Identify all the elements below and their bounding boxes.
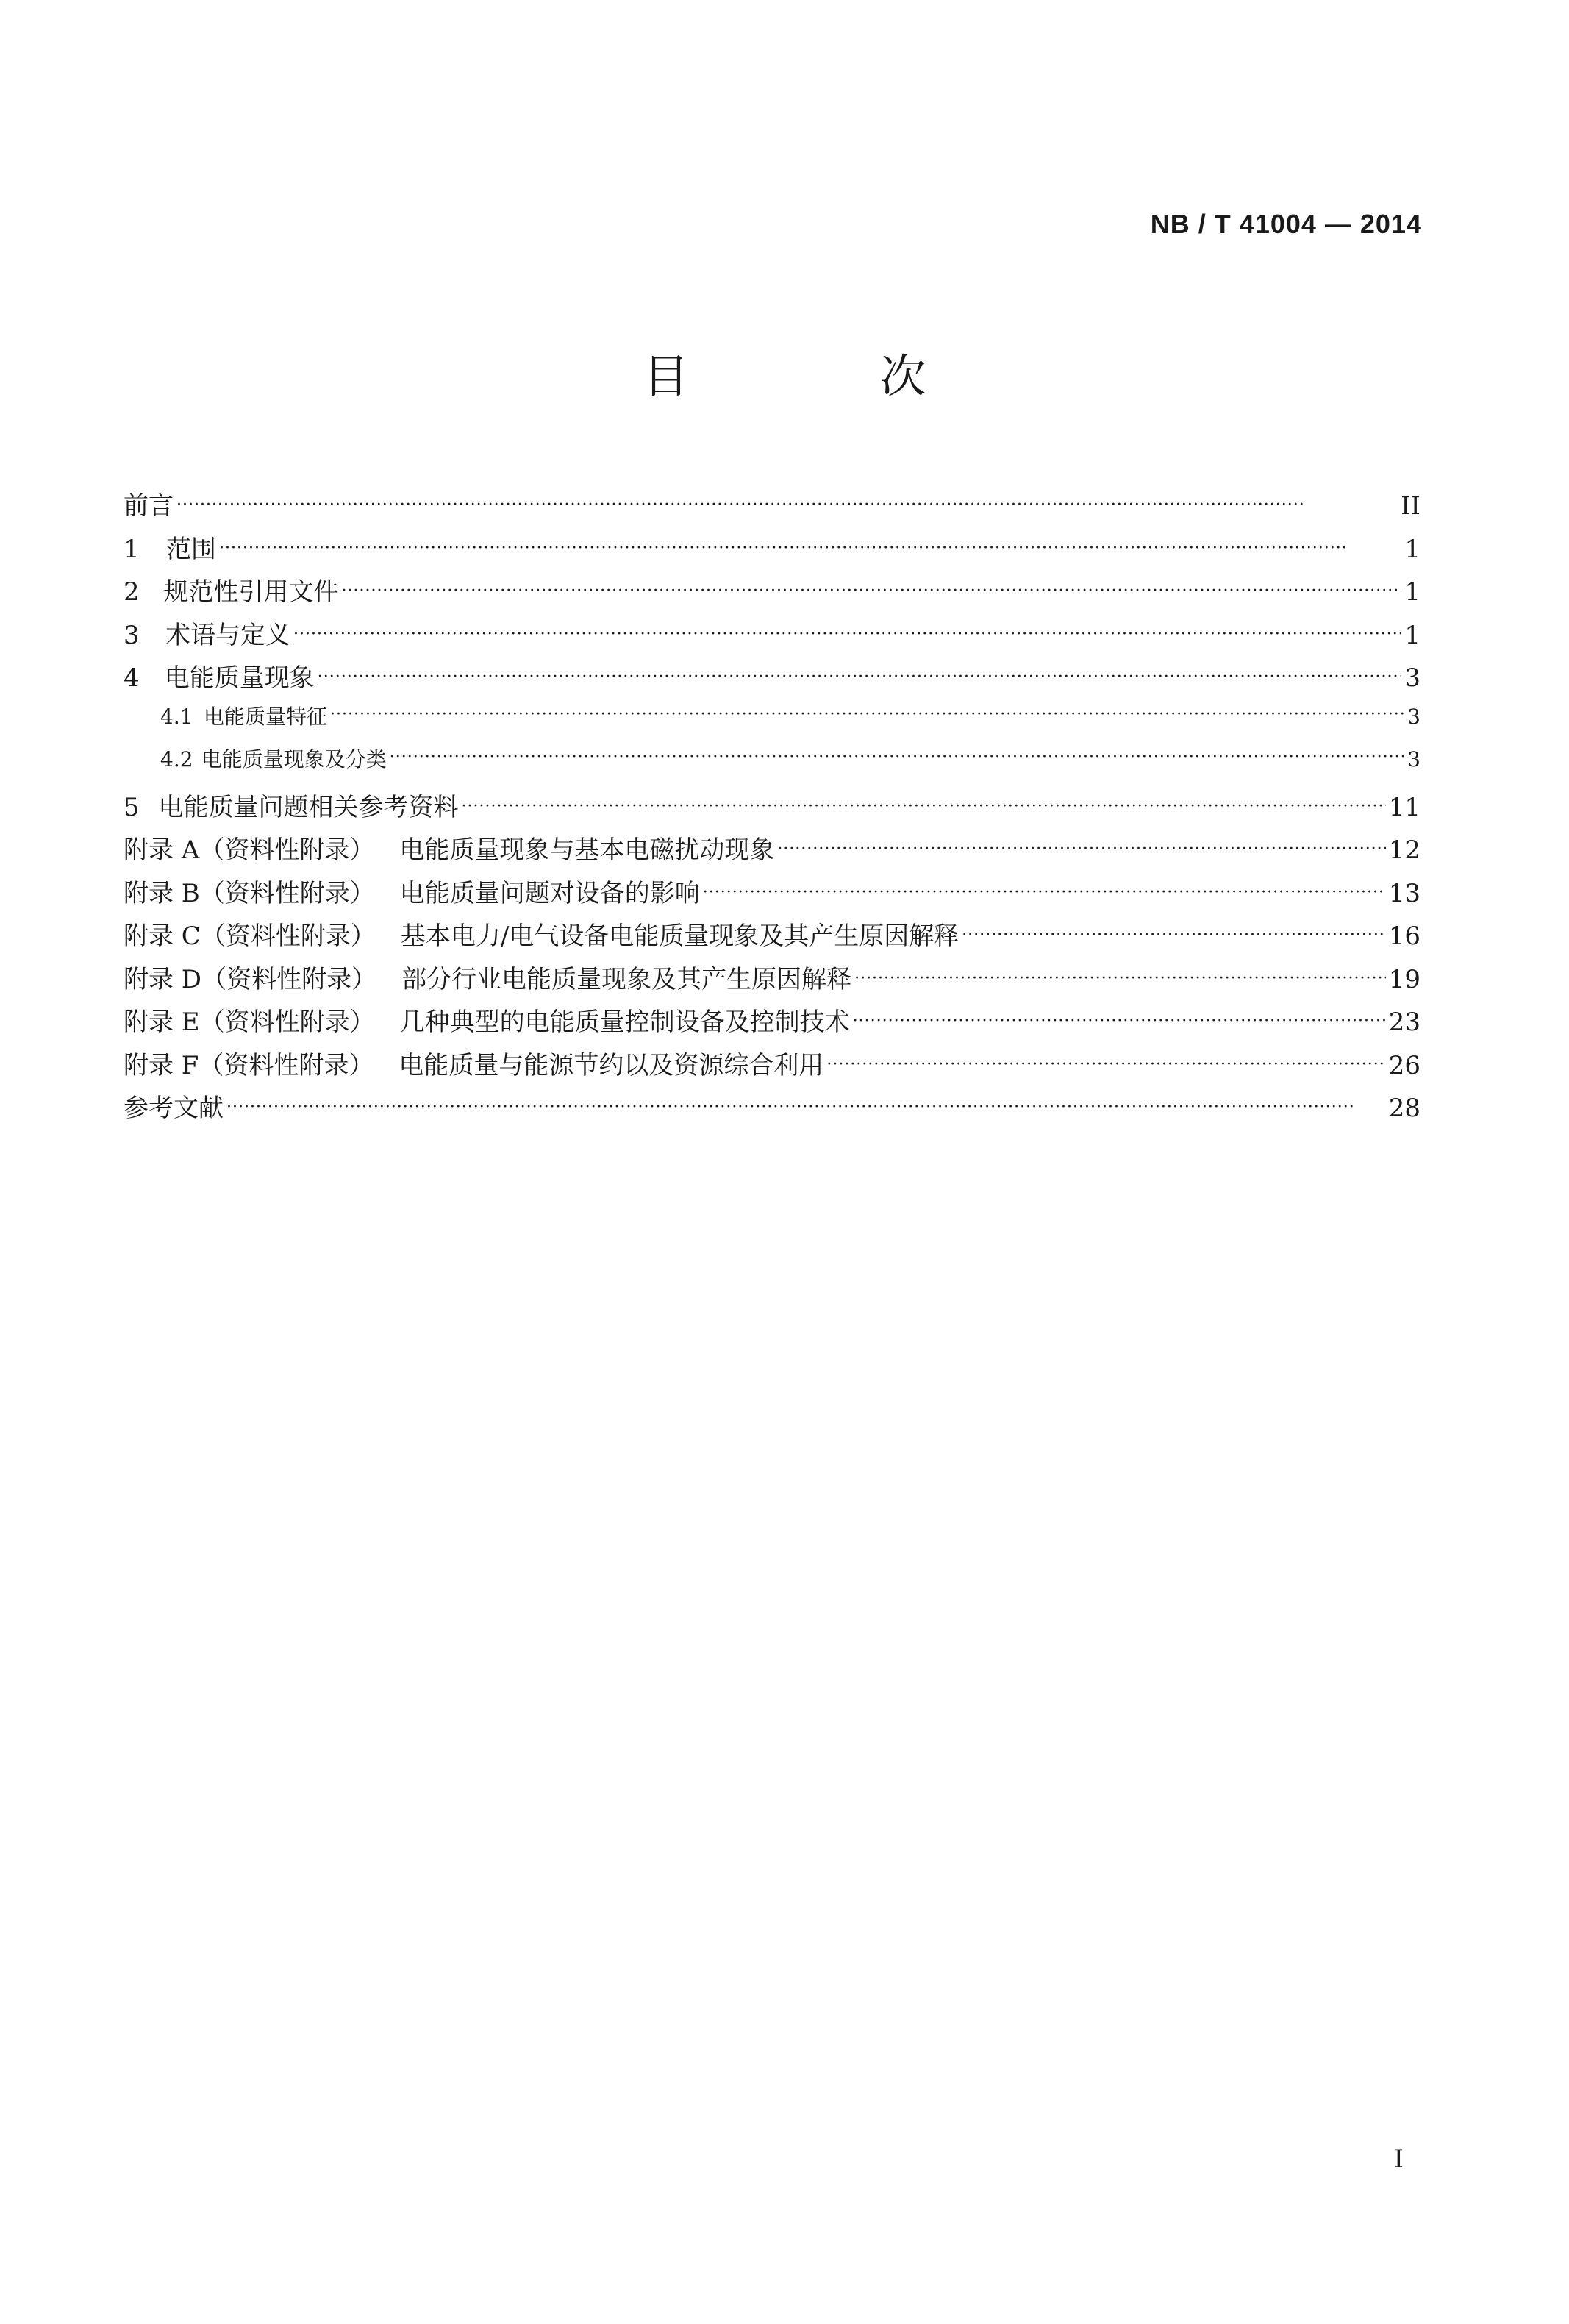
- toc-entry-references[interactable]: [124, 1088, 1420, 1131]
- toc-page-number: 13: [1388, 878, 1420, 908]
- leader-dots: [341, 573, 1401, 602]
- toc-page-number: 3: [1404, 663, 1420, 693]
- leader-dots: [462, 788, 1386, 818]
- toc-entry-section-4-1[interactable]: [124, 701, 1420, 744]
- folio-page-number: I: [1393, 2145, 1404, 2174]
- toc-entry-label: 电能质量现象: [164, 663, 315, 693]
- leader-dots: [703, 874, 1386, 904]
- toc-entry-label: 参考文献: [124, 1094, 224, 1123]
- toc-entry-label: 规范性引用文件: [163, 577, 339, 607]
- toc-page-number: 3: [1407, 704, 1420, 729]
- toc-page-number: 1: [1404, 534, 1420, 564]
- toc-entry-section-4-2[interactable]: [124, 744, 1420, 787]
- annex-title: 电能质量问题对设备的影响: [399, 878, 700, 908]
- leader-dots: [219, 530, 1401, 560]
- toc-page-number: 3: [1407, 747, 1420, 771]
- toc-entry-section-3[interactable]: [124, 615, 1420, 658]
- toc-entry-label: 范围: [166, 534, 216, 564]
- annex-label: 附录 C（资料性附录）: [124, 922, 376, 951]
- toc-entry-label: 电能质量现象及分类: [201, 747, 387, 771]
- annex-title: 电能质量现象与基本电磁扰动现象: [399, 835, 775, 865]
- toc-page-number: 28: [1388, 1094, 1420, 1123]
- toc-entry-annex-d[interactable]: [124, 959, 1420, 1002]
- section-number: 3: [124, 620, 140, 650]
- page-title: 目 次: [643, 349, 999, 403]
- annex-title: 几种典型的电能质量控制设备及控制技术: [399, 1008, 850, 1037]
- annex-label: 附录 F（资料性附录）: [124, 1050, 374, 1080]
- toc-page-number: 19: [1388, 964, 1420, 994]
- toc-entry-preface[interactable]: [124, 485, 1420, 529]
- toc-entry-label: 前言: [124, 491, 174, 521]
- leader-dots: [826, 1047, 1385, 1076]
- toc-entry-annex-a[interactable]: [124, 830, 1420, 873]
- annex-label: 附录 E（资料性附录）: [124, 1008, 375, 1037]
- leader-dots: [226, 1089, 1386, 1119]
- leader-dots: [962, 917, 1385, 947]
- toc-entry-section-2[interactable]: [124, 571, 1420, 615]
- leader-dots: [854, 960, 1386, 990]
- toc-entry-annex-b[interactable]: [124, 873, 1420, 916]
- leader-dots: [176, 487, 1398, 516]
- leader-dots: [853, 1003, 1386, 1033]
- toc-entry-annex-f[interactable]: [124, 1045, 1420, 1088]
- standard-code: NB / T 41004 — 2014: [1150, 209, 1422, 239]
- annex-label: 附录 B（资料性附录）: [124, 878, 375, 908]
- leader-dots: [390, 743, 1404, 767]
- toc-page-number: 11: [1388, 792, 1420, 822]
- section-number: 2: [124, 577, 140, 607]
- section-number: 4.2: [160, 747, 193, 771]
- toc-page-number: 23: [1388, 1008, 1420, 1037]
- toc-entry-section-4[interactable]: [124, 657, 1420, 701]
- toc-entry-section-5[interactable]: [124, 787, 1420, 830]
- section-number: 5: [124, 792, 140, 822]
- section-number: 1: [124, 534, 140, 564]
- toc-entry-annex-e[interactable]: [124, 1002, 1420, 1045]
- toc-entry-label: 电能质量特征: [204, 704, 328, 729]
- toc-page-number: II: [1401, 491, 1420, 521]
- annex-title: 电能质量与能源节约以及资源综合利用: [398, 1050, 824, 1080]
- toc-entry-section-1[interactable]: [124, 529, 1420, 572]
- annex-label: 附录 A（资料性附录）: [124, 835, 375, 865]
- leader-dots: [293, 616, 1401, 646]
- toc-page-number: 1: [1404, 577, 1420, 607]
- section-number: 4.1: [160, 704, 193, 729]
- toc-page-number: 26: [1388, 1050, 1420, 1080]
- toc-page-number: 1: [1404, 620, 1420, 650]
- leader-dots: [318, 659, 1402, 688]
- annex-title: 部分行业电能质量现象及其产生原因解释: [401, 964, 852, 994]
- section-number: 4: [124, 663, 140, 693]
- toc-entry-label: 术语与定义: [165, 620, 290, 650]
- toc-page-number: 16: [1388, 922, 1420, 951]
- toc-page-number: 12: [1388, 835, 1420, 865]
- toc-entry-label: 电能质量问题相关参考资料: [158, 792, 459, 822]
- annex-label: 附录 D（资料性附录）: [124, 964, 377, 994]
- toc-entry-annex-c[interactable]: [124, 916, 1420, 959]
- table-of-contents: [124, 485, 1420, 1131]
- leader-dots: [330, 700, 1404, 724]
- annex-title: 基本电力/电气设备电能质量现象及其产生原因解释: [400, 922, 959, 951]
- leader-dots: [777, 831, 1385, 860]
